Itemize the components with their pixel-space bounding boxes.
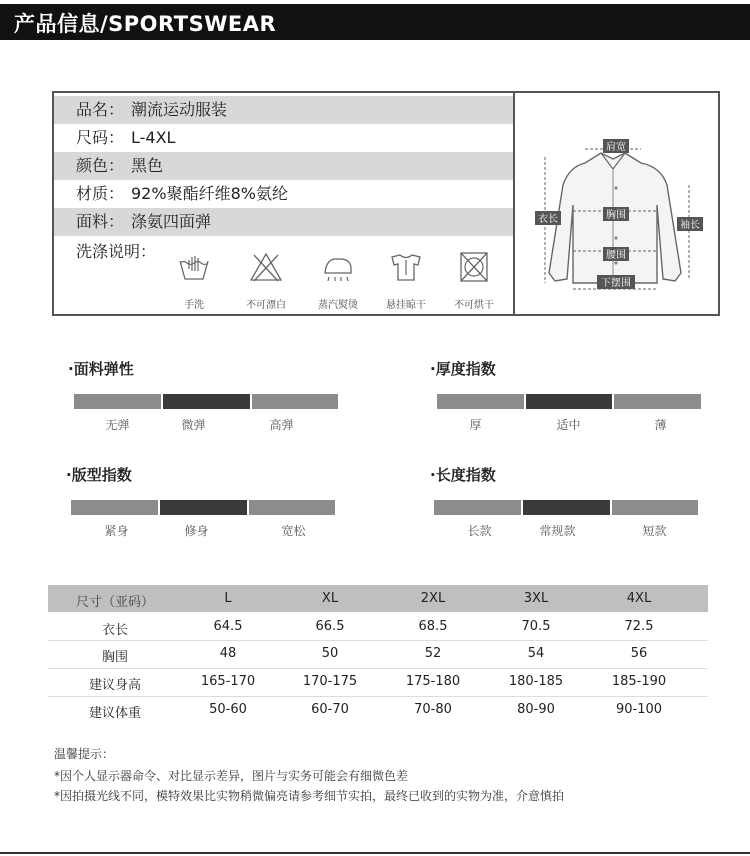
table-cell: 64.5 (213, 619, 243, 634)
notes-title: 温馨提示： (54, 747, 115, 761)
info-row-fabric (54, 208, 513, 236)
steam-iron-icon (320, 251, 356, 283)
scale-bar-segment (252, 394, 338, 409)
diagram-label-length: 衣长 (538, 214, 558, 225)
scale-option: 常规款 (539, 524, 576, 538)
no-tumble-dry-icon (456, 251, 492, 283)
measurement-diagram (515, 93, 718, 314)
shirt-outline-icon (515, 93, 718, 314)
table-divider (48, 640, 708, 641)
scale-option: 适中 (556, 418, 581, 432)
scale-option: 长款 (467, 524, 492, 538)
table-row-label: 衣长 (101, 623, 128, 638)
info-row-name (54, 96, 513, 124)
table-cell: 72.5 (624, 619, 654, 634)
table-cell: 66.5 (315, 619, 345, 634)
scale-bar-segment (437, 394, 524, 409)
diagram-label-shoulder: 肩宽 (606, 142, 626, 153)
wash-instructions-label: 洗涤说明： (76, 242, 157, 261)
table-cell: 50-60 (209, 702, 247, 717)
scale-bar-segment-selected (523, 500, 610, 515)
notes-line: *因个人显示器命令、对比显示差异，图片与实务可能会有细微色差 (54, 769, 409, 783)
info-label: 材质： (76, 184, 125, 203)
scale-title-elasticity: ·面料弹性 (68, 360, 134, 378)
wash-icon-label: 不可漂白 (246, 300, 286, 311)
info-row-material (54, 180, 513, 208)
info-value: 涤氨四面弹 (131, 212, 212, 231)
table-cell: 60-70 (311, 702, 349, 717)
scale-bar-segment-selected (163, 394, 250, 409)
product-info-box (52, 91, 720, 316)
scale-option: 短款 (642, 524, 667, 538)
diagram-label-waist: 腰围 (606, 250, 626, 261)
diagram-label-sleeve: 袖长 (680, 220, 700, 231)
table-row-label: 建议体重 (88, 706, 141, 721)
scale-bar-segment (74, 394, 161, 409)
table-cell: 70.5 (521, 619, 551, 634)
footer-divider (0, 852, 750, 854)
table-cell: 80-90 (517, 702, 555, 717)
product-info-list (54, 93, 513, 314)
table-cell: 180-185 (508, 674, 564, 689)
scale-title-fit: ·版型指数 (66, 466, 132, 484)
table-header-cell: XL (321, 591, 339, 606)
scale-bar-segment (71, 500, 158, 515)
info-label: 尺码： (76, 128, 125, 147)
info-row-color (54, 152, 513, 180)
table-row-label: 建议身高 (88, 678, 141, 693)
table-cell: 68.5 (418, 619, 448, 634)
table-divider (48, 668, 708, 669)
table-header-cell: 4XL (626, 591, 652, 606)
scale-title-thickness: ·厚度指数 (430, 360, 496, 378)
table-cell: 50 (321, 646, 339, 661)
scale-option: 厚 (469, 418, 482, 432)
wash-icon-label: 悬挂晾干 (386, 300, 426, 311)
diagram-label-chest: 胸围 (606, 210, 626, 221)
table-cell: 54 (527, 646, 545, 661)
wash-icon-label: 手洗 (184, 300, 204, 311)
table-header-cell: L (224, 591, 232, 606)
table-cell: 56 (630, 646, 648, 661)
scale-option: 微弹 (181, 418, 206, 432)
info-value: L-4XL (131, 128, 176, 147)
table-row-label: 胸围 (101, 650, 128, 665)
notes-line: *因拍摄光线不同，模特效果比实物稍微偏亮请参考细节实拍，最终已收到的实物为准，介意慎拍 (54, 789, 565, 803)
scale-bar-segment-selected (526, 394, 612, 409)
table-cell: 90-100 (615, 702, 663, 717)
page-header (0, 4, 750, 40)
info-label: 面料： (76, 212, 125, 231)
table-cell: 70-80 (414, 702, 452, 717)
info-row-size (54, 124, 513, 152)
table-header-cell: 2XL (420, 591, 446, 606)
scale-bar-segment (434, 500, 521, 515)
scale-option: 修身 (184, 524, 209, 538)
scale-bar-segment (614, 394, 701, 409)
table-header-cell: 3XL (523, 591, 549, 606)
scale-bar-segment (249, 500, 335, 515)
hang-dry-icon (388, 251, 424, 283)
table-cell: 52 (424, 646, 442, 661)
page-title: 产品信息/SPORTSWEAR (14, 12, 277, 36)
info-label: 品名： (76, 100, 125, 119)
scale-option: 紧身 (104, 524, 129, 538)
scale-title-length: ·长度指数 (430, 466, 496, 484)
table-cell: 48 (219, 646, 237, 661)
table-divider (48, 696, 708, 697)
wash-icon-label: 蒸汽熨烫 (318, 300, 358, 311)
scale-option: 宽松 (281, 524, 306, 538)
no-bleach-icon (248, 251, 284, 283)
scale-option: 高弹 (269, 418, 294, 432)
table-cell: 185-190 (611, 674, 667, 689)
table-cell: 175-180 (405, 674, 461, 689)
diagram-label-hem: 下摆围 (601, 278, 631, 289)
scale-bar-segment (612, 500, 698, 515)
scale-option: 无弹 (105, 418, 130, 432)
table-cell: 165-170 (200, 674, 256, 689)
hand-wash-icon (176, 251, 212, 283)
scale-option: 薄 (654, 418, 667, 432)
info-value: 黑色 (131, 156, 164, 175)
wash-icon-label: 不可烘干 (454, 300, 494, 311)
info-value: 潮流运动服装 (131, 100, 228, 119)
table-cell: 170-175 (302, 674, 358, 689)
info-label: 颜色： (76, 156, 125, 175)
scale-bar-segment-selected (160, 500, 247, 515)
info-value: 92%聚酯纤维8%氨纶 (131, 184, 288, 203)
table-header-cell: 尺寸（亚码） (75, 595, 154, 610)
